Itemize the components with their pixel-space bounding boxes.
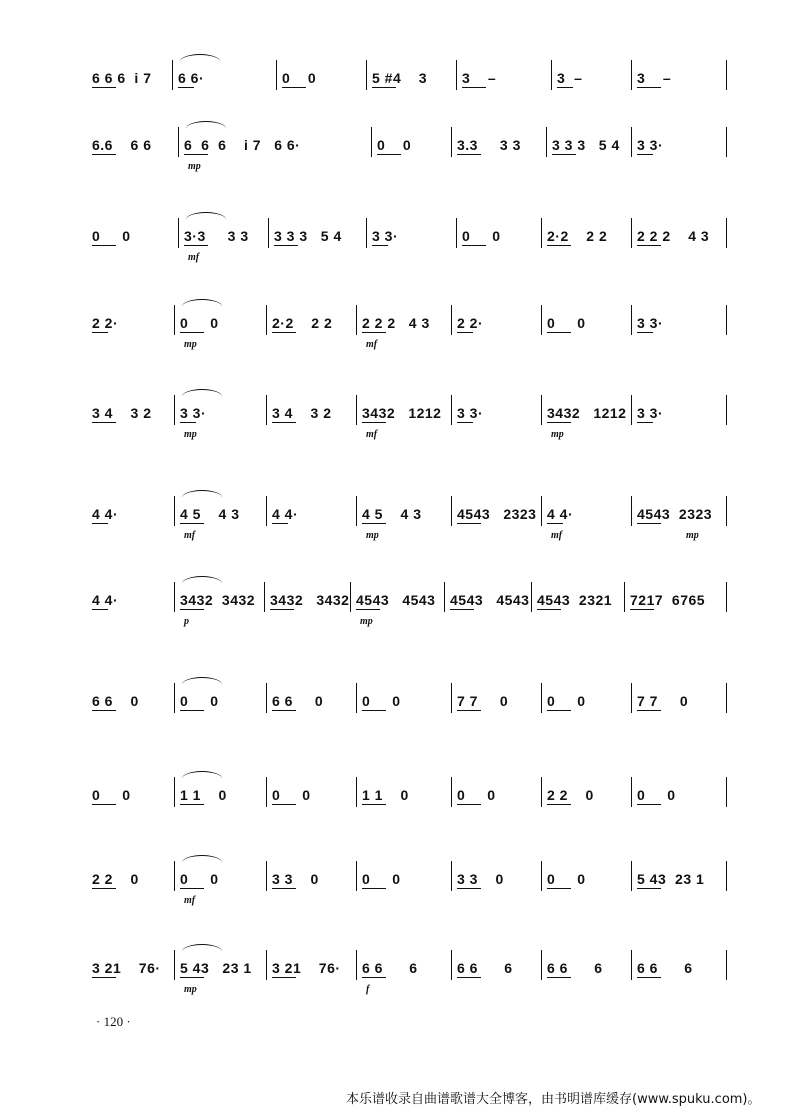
barline (726, 582, 727, 612)
measure: 3432 3432 (180, 592, 256, 608)
score-line (86, 592, 736, 662)
dynamic-marking: mf (551, 530, 563, 541)
barline (178, 218, 179, 248)
dynamic-marking: mp (184, 429, 197, 440)
barline (451, 950, 452, 980)
slur-arc (182, 677, 222, 692)
measure: 3 3· (457, 405, 484, 421)
barline (631, 218, 632, 248)
dynamic-marking: mp (551, 429, 564, 440)
barline (366, 218, 367, 248)
beam-underline (377, 154, 401, 155)
barline (541, 777, 542, 807)
barline (174, 305, 175, 335)
beam-underline (92, 332, 108, 333)
measure: 6.6 6 6 (92, 137, 152, 153)
barline (266, 496, 267, 526)
beam-underline (92, 154, 116, 155)
beam-underline (457, 804, 481, 805)
barline (451, 395, 452, 425)
beam-underline (547, 804, 571, 805)
barline (451, 127, 452, 157)
barline (266, 305, 267, 335)
measure: 4543 4543 (356, 592, 436, 608)
beam-underline (180, 804, 204, 805)
barline (451, 496, 452, 526)
beam-underline (637, 710, 661, 711)
measure: 3 21 76· (92, 960, 161, 976)
beam-underline (450, 609, 474, 610)
dynamic-marking: mp (366, 530, 379, 541)
beam-underline (272, 888, 296, 889)
measure: 0 0 (377, 137, 412, 153)
measure: 6 6 6 (547, 960, 603, 976)
measure: 4543 2323 (457, 506, 537, 522)
beam-underline (637, 154, 653, 155)
barline (174, 950, 175, 980)
beam-underline (457, 523, 481, 524)
barline (178, 127, 179, 157)
beam-underline (92, 710, 116, 711)
measure: 4543 2323 (637, 506, 713, 522)
beam-underline (356, 609, 380, 610)
beam-underline (184, 154, 208, 155)
barline (266, 395, 267, 425)
beam-underline (547, 977, 571, 978)
measure: 4 4· (272, 506, 299, 522)
measure: 0 0 (92, 228, 131, 244)
barline (174, 395, 175, 425)
measure: 5 #4 3 (372, 70, 428, 86)
beam-underline (462, 87, 486, 88)
measure: 6 6 6 (637, 960, 693, 976)
beam-underline (547, 332, 571, 333)
measure: 3 3· (637, 137, 664, 153)
barline (726, 218, 727, 248)
beam-underline (362, 804, 386, 805)
barline (551, 60, 552, 90)
score-line (86, 315, 736, 385)
measure: 3 – (557, 70, 583, 86)
barline (541, 395, 542, 425)
measure: 0 0 (282, 70, 317, 86)
beam-underline (362, 710, 386, 711)
barline (631, 496, 632, 526)
measure: 2 2· (457, 315, 484, 331)
barline (174, 582, 175, 612)
measure: 0 0 (547, 871, 586, 887)
beam-underline (637, 804, 661, 805)
measure: 5 43 23 1 (180, 960, 252, 976)
beam-underline (547, 422, 571, 423)
barline (631, 950, 632, 980)
beam-underline (372, 245, 388, 246)
beam-underline (92, 422, 116, 423)
measure: 3 4 3 2 (272, 405, 332, 421)
beam-underline (637, 87, 661, 88)
beam-underline (547, 888, 571, 889)
beam-underline (362, 888, 386, 889)
barline (541, 218, 542, 248)
barline (268, 218, 269, 248)
measure: 4543 4543 (450, 592, 530, 608)
beam-underline (92, 977, 116, 978)
barline (726, 950, 727, 980)
measure: 3 3· (180, 405, 207, 421)
footer-caption: 本乐谱收录自曲谱歌谱大全博客，由书明谱库缓存(www.spuku.com)。 (346, 1092, 761, 1107)
slur-arc (182, 944, 222, 959)
barline (174, 683, 175, 713)
barline (631, 305, 632, 335)
measure: 0 0 (547, 315, 586, 331)
barline (264, 582, 265, 612)
measure: 0 0 (362, 871, 401, 887)
slur-arc (182, 855, 222, 870)
slur-arc (180, 54, 220, 69)
measure: 3.3 3 3 (457, 137, 521, 153)
measure: 0 0 (547, 693, 586, 709)
measure: 2·2 2 2 (272, 315, 333, 331)
beam-underline (457, 977, 481, 978)
measure: 0 0 (92, 787, 131, 803)
measure: 0 0 (637, 787, 676, 803)
barline (366, 60, 367, 90)
beam-underline (274, 245, 298, 246)
score-line (86, 693, 736, 763)
barline (451, 861, 452, 891)
barline (631, 395, 632, 425)
measure: 0 0 (457, 787, 496, 803)
barline (726, 305, 727, 335)
measure: 7 7 0 (637, 693, 689, 709)
barline (266, 861, 267, 891)
beam-underline (178, 87, 194, 88)
beam-underline (272, 977, 296, 978)
page-number: · 120 · (96, 1014, 131, 1029)
measure: 6 6 6 i 7 (92, 70, 152, 86)
measure: 6 6 0 (92, 693, 139, 709)
beam-underline (272, 523, 288, 524)
barline (726, 127, 727, 157)
beam-underline (92, 523, 108, 524)
barline (624, 582, 625, 612)
dynamic-marking: mf (188, 252, 200, 263)
beam-underline (180, 609, 204, 610)
beam-underline (457, 332, 473, 333)
barline (350, 582, 351, 612)
score-line (86, 787, 736, 857)
dynamic-marking: mp (686, 530, 699, 541)
barline (356, 777, 357, 807)
barline (726, 395, 727, 425)
slur-arc (182, 490, 222, 505)
beam-underline (92, 888, 116, 889)
beam-underline (184, 245, 208, 246)
measure: 3 3 3 5 4 (274, 228, 342, 244)
barline (726, 60, 727, 90)
beam-underline (552, 154, 576, 155)
beam-underline (547, 523, 563, 524)
beam-underline (272, 422, 296, 423)
barline (451, 777, 452, 807)
measure: 3 4 3 2 (92, 405, 152, 421)
beam-underline (272, 804, 296, 805)
measure: 2 2 2 4 3 (362, 315, 430, 331)
measure: 0 0 (180, 693, 219, 709)
measure: 2 2 0 (547, 787, 594, 803)
beam-underline (637, 888, 661, 889)
barline (546, 127, 547, 157)
barline (726, 496, 727, 526)
measure: 3 – (637, 70, 672, 86)
slur-arc (182, 576, 222, 591)
measure: 1 1 0 (362, 787, 409, 803)
beam-underline (547, 245, 571, 246)
beam-underline (180, 888, 204, 889)
barline (456, 60, 457, 90)
barline (456, 218, 457, 248)
measure: 0 0 (462, 228, 501, 244)
measure: 4 4· (92, 592, 119, 608)
barline (356, 861, 357, 891)
measure: 3 3 3 5 4 (552, 137, 620, 153)
measure: 4 4· (547, 506, 574, 522)
measure: 6 6 0 (272, 693, 324, 709)
measure: 4 4· (92, 506, 119, 522)
beam-underline (92, 87, 116, 88)
measure: 3 3· (372, 228, 399, 244)
beam-underline (462, 245, 486, 246)
beam-underline (180, 977, 204, 978)
measure: 2 2 0 (92, 871, 139, 887)
barline (266, 777, 267, 807)
beam-underline (92, 804, 116, 805)
barline (174, 861, 175, 891)
slur-arc (182, 389, 222, 404)
dynamic-marking: mf (366, 339, 378, 350)
beam-underline (637, 422, 653, 423)
barline (541, 305, 542, 335)
measure: 3432 1212 (547, 405, 627, 421)
score-line (86, 405, 736, 475)
score-line (86, 70, 736, 140)
slur-arc (186, 212, 226, 227)
dynamic-marking: mp (184, 339, 197, 350)
barline (541, 950, 542, 980)
dynamic-marking: mf (184, 530, 196, 541)
measure: 3 – (462, 70, 497, 86)
measure: 3 3· (637, 405, 664, 421)
measure: 4543 2321 (537, 592, 613, 608)
beam-underline (537, 609, 561, 610)
beam-underline (457, 154, 481, 155)
measure: 0 0 (180, 315, 219, 331)
dynamic-marking: mf (366, 429, 378, 440)
score-line (86, 228, 736, 298)
dynamic-marking: mp (360, 616, 373, 627)
measure: 1 1 0 (180, 787, 227, 803)
measure: 5 43 23 1 (637, 871, 705, 887)
beam-underline (362, 332, 386, 333)
barline (451, 305, 452, 335)
measure: 2·2 2 2 (547, 228, 608, 244)
barline (356, 683, 357, 713)
beam-underline (362, 523, 386, 524)
beam-underline (637, 523, 661, 524)
dynamic-marking: p (184, 616, 189, 627)
barline (726, 861, 727, 891)
barline (266, 950, 267, 980)
beam-underline (180, 523, 204, 524)
barline (541, 861, 542, 891)
beam-underline (630, 609, 654, 610)
barline (631, 777, 632, 807)
dynamic-marking: mp (184, 984, 197, 995)
measure: 3432 1212 (362, 405, 442, 421)
measure: 4 5 4 3 (180, 506, 240, 522)
measure: 6 6 6 i 7 6 6· (184, 137, 301, 153)
beam-underline (457, 710, 481, 711)
measure: 7 7 0 (457, 693, 509, 709)
barline (631, 60, 632, 90)
beam-underline (557, 87, 573, 88)
barline (541, 683, 542, 713)
beam-underline (637, 977, 661, 978)
barline (356, 305, 357, 335)
beam-underline (282, 87, 306, 88)
score-line (86, 871, 736, 941)
beam-underline (272, 710, 296, 711)
barline (631, 127, 632, 157)
beam-underline (180, 422, 196, 423)
measure: 6 6· (178, 70, 205, 86)
beam-underline (637, 245, 661, 246)
barline (631, 683, 632, 713)
dynamic-marking: f (366, 984, 370, 995)
measure: 7217 6765 (630, 592, 706, 608)
measure: 2 2· (92, 315, 119, 331)
barline (172, 60, 173, 90)
beam-underline (362, 977, 386, 978)
beam-underline (270, 609, 294, 610)
dynamic-marking: mf (184, 895, 196, 906)
barline (631, 861, 632, 891)
measure: 3·3 3 3 (184, 228, 249, 244)
measure: 6 6 6 (362, 960, 418, 976)
barline (451, 683, 452, 713)
measure: 4 5 4 3 (362, 506, 422, 522)
barline (356, 496, 357, 526)
score-line (86, 960, 736, 1030)
beam-underline (180, 710, 204, 711)
measure: 0 0 (362, 693, 401, 709)
measure: 3 21 76· (272, 960, 341, 976)
slur-arc (182, 299, 222, 314)
barline (371, 127, 372, 157)
score-line (86, 506, 736, 576)
barline (266, 683, 267, 713)
slur-arc (182, 771, 222, 786)
score-line (86, 137, 736, 207)
beam-underline (457, 422, 473, 423)
slur-arc (186, 121, 226, 136)
measure: 0 0 (272, 787, 311, 803)
barline (444, 582, 445, 612)
measure: 0 0 (180, 871, 219, 887)
barline (726, 683, 727, 713)
measure: 2 2 2 4 3 (637, 228, 710, 244)
barline (726, 777, 727, 807)
beam-underline (372, 87, 396, 88)
measure: 3 3 0 (457, 871, 504, 887)
beam-underline (92, 245, 116, 246)
measure: 3 3 0 (272, 871, 319, 887)
barline (356, 950, 357, 980)
barline (174, 777, 175, 807)
beam-underline (92, 609, 108, 610)
barline (531, 582, 532, 612)
dynamic-marking: mp (188, 161, 201, 172)
beam-underline (637, 332, 653, 333)
measure: 6 6 6 (457, 960, 513, 976)
beam-underline (272, 332, 296, 333)
beam-underline (362, 422, 386, 423)
beam-underline (457, 888, 481, 889)
measure: 3 3· (637, 315, 664, 331)
barline (174, 496, 175, 526)
barline (541, 496, 542, 526)
barline (276, 60, 277, 90)
beam-underline (547, 710, 571, 711)
measure: 3432 3432 (270, 592, 350, 608)
barline (356, 395, 357, 425)
beam-underline (180, 332, 204, 333)
